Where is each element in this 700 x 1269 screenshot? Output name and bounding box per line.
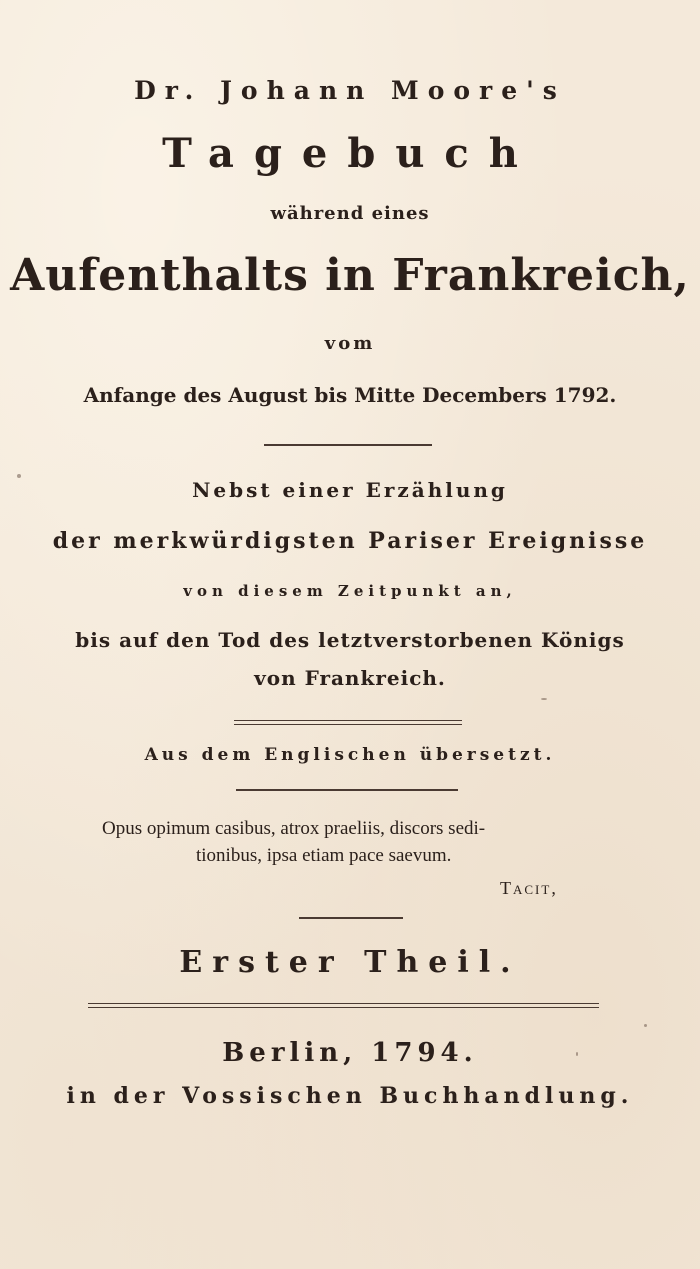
place-year: Berlin, 1794. <box>222 1038 478 1068</box>
motto-author: Tacit, <box>500 878 558 898</box>
paper-speck <box>644 1024 647 1027</box>
narrative-line-4: bis auf den Tod des letztverstorbenen Königs <box>75 628 625 652</box>
divider-rule <box>236 789 458 791</box>
translation-note: Aus dem Englischen übersetzt. <box>144 745 556 765</box>
narrative-line-2: der merkwürdigsten Pariser Ereignisse <box>52 528 648 554</box>
subtitle-stay: Aufenthalts in Frankreich, <box>10 250 690 301</box>
subtitle-from: vom <box>324 333 376 354</box>
divider-rule <box>299 917 403 919</box>
subtitle-period: Anfange des August bis Mitte Decembers 1792. <box>83 383 617 407</box>
divider-rule <box>264 444 432 446</box>
paper-speck <box>541 698 547 700</box>
subtitle-during: während eines <box>270 203 430 224</box>
publisher: in der Vossischen Buchhandlung. <box>66 1083 634 1109</box>
book-title: Tagebuch <box>162 130 538 177</box>
motto-line-1: Opus opimum casibus, atrox praeliis, discors sedi- <box>102 818 486 839</box>
divider-rule <box>88 1003 599 1008</box>
paper-speck <box>576 1052 578 1056</box>
narrative-line-1: Nebst einer Erzählung <box>192 478 508 502</box>
divider-rule <box>234 720 462 725</box>
volume-part: Erster Theil. <box>179 945 521 980</box>
paper-speck <box>17 474 21 478</box>
narrative-line-5: von Frankreich. <box>254 666 446 690</box>
author-line: Dr. Johann Moore's <box>134 76 566 105</box>
narrative-line-3: von diesem Zeitpunkt an, <box>183 582 517 600</box>
motto-line-2: tionibus, ipsa etiam pace saevum. <box>196 845 452 866</box>
